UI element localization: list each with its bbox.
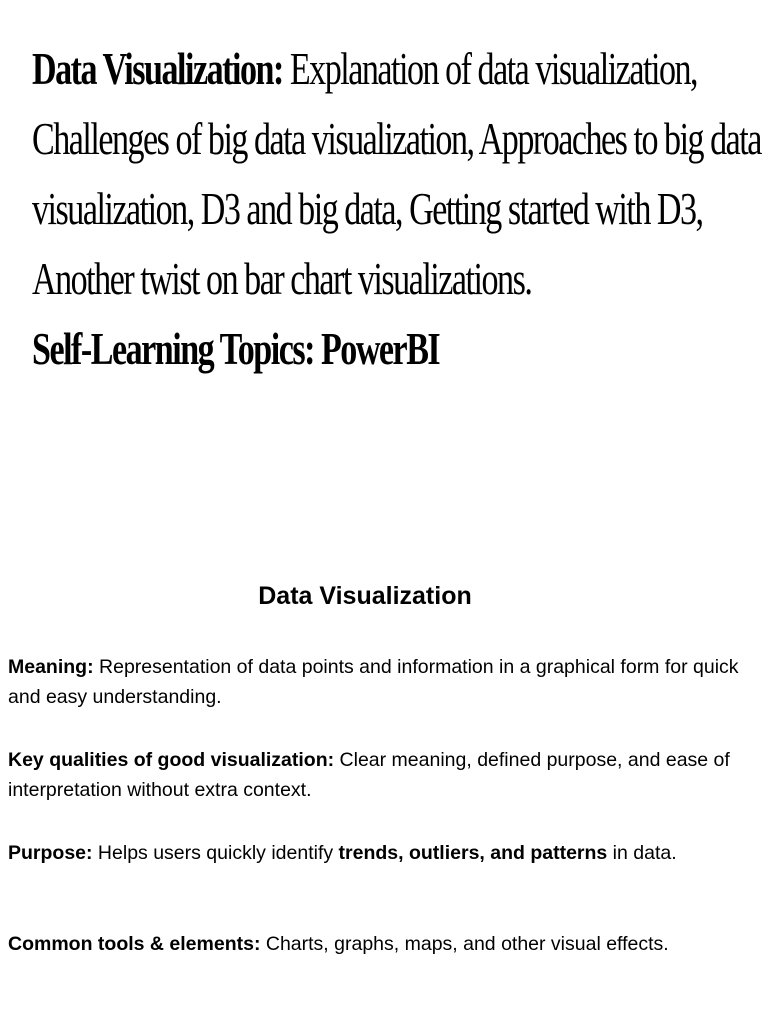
common-tools-text: Charts, graphs, maps, and other visual effects. <box>260 933 669 955</box>
purpose-paragraph <box>8 838 748 868</box>
key-qualities-text: Clear meaning, defined purpose, and ease of interpretation without extra context. <box>8 749 730 801</box>
common-tools-paragraph <box>8 929 748 959</box>
syllabus-line-2: Challenges of big data visualization, Approaches to big data <box>32 113 761 164</box>
purpose-text-after: in data. <box>607 842 677 864</box>
key-qualities-paragraph <box>8 745 748 805</box>
key-qualities-label: Key qualities of good visualization: <box>8 749 335 771</box>
syllabus-line-1-text: Explanation of data visualization, <box>289 43 698 94</box>
syllabus-line-3: visualization, D3 and big data, Getting started with D3, <box>32 183 703 234</box>
syllabus-block <box>32 34 761 384</box>
section-title: Data Visualization <box>258 582 472 610</box>
meaning-paragraph <box>8 652 748 712</box>
common-tools-label: Common tools & elements: <box>8 933 261 955</box>
meaning-label: Meaning: <box>8 656 94 678</box>
purpose-emphasis: trends, outliers, and patterns <box>338 842 608 864</box>
self-learning-label: Self-Learning Topics: PowerBI <box>32 323 440 374</box>
syllabus-heading-label: Data Visualization: <box>32 43 283 94</box>
meaning-text: Representation of data points and information in a graphical form for quick and easy understanding. <box>8 656 739 708</box>
purpose-text-before: Helps users quickly identify <box>92 842 339 864</box>
syllabus-line-1 <box>32 34 757 104</box>
purpose-label: Purpose: <box>8 842 93 864</box>
self-learning-topics <box>32 314 757 384</box>
syllabus-line-4: Another twist on bar chart visualizations. <box>32 253 532 304</box>
